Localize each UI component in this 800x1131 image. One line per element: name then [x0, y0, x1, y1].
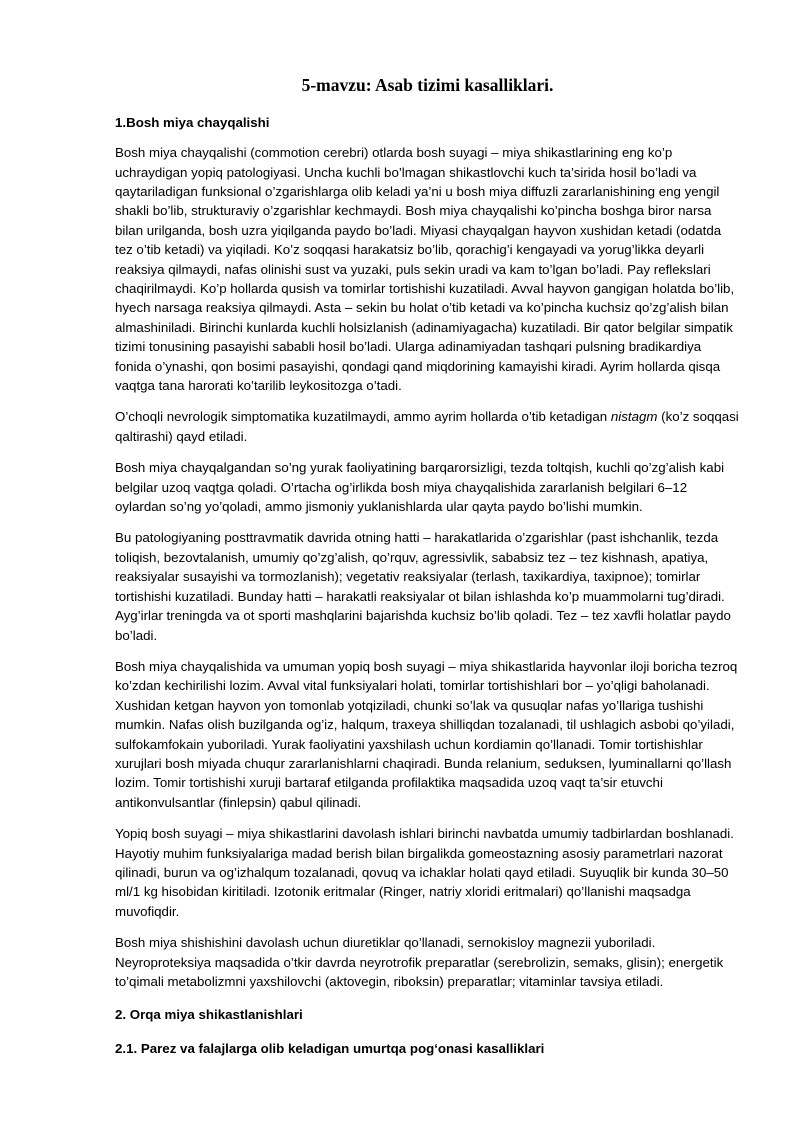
paragraph-nistagm: [115, 407, 740, 446]
section-2-heading: 2. Orqa miya shikastlanishlari: [115, 1007, 303, 1023]
section-1-heading: 1.Bosh miya chayqalishi: [115, 114, 270, 130]
paragraph-first-aid: Bosh miya chayqalishida va umuman yopiq bosh suyagi – miya shikastlarida hayvonlar iloji boricha tezroq ko’zdan kechirilishi lozim. Avval vital funksiyalari holati, tomirlar tortishishlari bor – yo’qligi baholanadi. Xushidan ketgan hayvon yon tomonlab yotqiziladi, chunki so’lak va qusuqlar nafas yo’llariga tushishi mumkin. Nafas olish buzilganda og’iz, halqum, traxeya shilliqdan tozalanadi, til ushlagich asbobi qo’yiladi, sulfokamfokain yuboriladi. Yurak faoliyatini yaxshilash uchun kordiamin qo’llanadi. Tomir tortishishlar xurujlari bosh miyada chuqur zararlanishlarni chaqiradi. Bunda relanium, seduksen, lyuminallarni qo’llash lozim. Tomir tortishishi xuruji bartaraf etilganda profilaktika maqsadida uzoq vaqt ta’sir etuvchi antikonvulsantlar (finlepsin) qabul qilinadi.: [115, 658, 738, 810]
document-title: 5-mavzu: Asab tizimi kasalliklari.: [301, 75, 554, 95]
paragraph-general-treatment: Yopiq bosh suyagi – miya shikastlarini davolash ishlari birinchi navbatda umumiy tadbirlardan boshlanadi. Hayotiy muhim funksiyalariga madad berish bilan birgalikda gomeostazning asosiy parametrlari nazorat qilinadi, burun va og’izhalqum tozalanadi, qovuq va ichaklar holati qayd etiladi. Suyuqlik bir kunda 30–50 ml/1 kg hisobidan kiritiladi. Izotonik eritmalar (Ringer, natriy xloridi eritmalari) qo’llanishi maqsadga muvofiqdir.: [115, 826, 734, 919]
paragraph-nistagm-term: nistagm: [610, 409, 658, 425]
paragraph-nistagm-before: O’choqli nevrologik simptomatika kuzatilmaydi, ammo ayrim hollarda o’tib ketadigan: [115, 409, 611, 425]
paragraph-nistagm-after: (ko’z soqqasi qaltirashi) qayd etiladi.: [115, 409, 739, 444]
section-2-1-subheading: 2.1. Parez va falajlarga olib keladigan umurtqa pog‘onasi kasalliklari: [115, 1040, 545, 1056]
paragraph-commotion-overview: Bosh miya chayqalishi (commotion cerebri) otlarda bosh suyagi – miya shikastlarining eng ko’p uchraydigan yopiq patologiyasi. Uncha kuchli bo’lmagan shikastlovchi kuch ta’sirida hosil bo’ladi va qaytariladigan funksional o’zgarishlarga olib keladi ya’ni u bosh miya diffuzli zararlanishining eng yengil shakli bo’lib, strukturaviy o’zgarishlar kechmaydi. Bosh miya chayqalishi ko’pincha boshga biror narsa bilan urilganda, bosh uzra yiqilganda paydo bo’ladi. Miyasi chayqalgan hayvon xushidan ketadi (odatda tez o’tib ketadi) va yiqiladi. Ko’z soqqasi harakatsiz bo’lib, qorachig’i kengayadi va yorug’likka deyarli reaksiya qilmaydi, nafas olinishi sust va yuzaki, puls sekin uradi va kam to’lgan bo’ladi. Pay reflekslari chaqirilmaydi. Ko’p hollarda qusish va tomirlar tortishishi kuzatiladi. Avval hayvon gangigan holatda bo’lib, hyech narsaga reaksiya qilmaydi. Asta – sekin bu holat o’tib ketadi va ko’pincha kuchsiz qo’zg’alish bilan almashiniladi. Birinchi kunlarda kuchli holsizlanish (adinamiyagacha) kuzatiladi. Bir qator belgilar simpatik tizimi tonusining pasayishi sababli hosil bo’ladi. Ularga adinamiyadan tashqari pulsning bradikardiya fonida o’ynashi, qon bosimi pasayishi, qondagi qand miqdorining kamayishi kiradi. Ayrim hollarda qisqa vaqtga tana harorati ko’tarilib leykositozga o’tadi.: [115, 145, 735, 394]
paragraph-aftereffects: Bosh miya chayqalgandan so’ng yurak faoliyatining barqarorsizligi, tezda toltqish, kuchli qo’zg’alish kabi belgilar uzoq vaqtga qoladi. O’rtacha og’irlikda bosh miya chayqalishida zararlanish belgilari 6–12 oylardan so’ng yo’qoladi, ammo jismoniy yuklanishlarda ular qayta paydo bo’lishi mumkin.: [115, 460, 725, 515]
paragraph-drug-therapy: Bosh miya shishishini davolash uchun diuretiklar qo’llanadi, sernokisloy magnezii yuboriladi. Neyroproteksiya maqsadida o’tkir davrda neyrotrofik preparatlar (serebrolizin, semaks, glisin); energetik to’qimali metabolizmni yaxshilovchi (aktovegin, riboksin) preparatlar; vitaminlar tavsiya etiladi.: [115, 935, 724, 989]
paragraph-posttraumatic-behavior: Bu patologiyaning posttravmatik davrida otning hatti – harakatlarida o’zgarishlar (past ishchanlik, tezda toliqish, bezovtalanish, umumiy qo’zg’alish, qo’rquv, agressivlik, sababsiz tez – tez kishnash, apatiya, reaksiyalar susayishi va tormozlanish); vegetativ reaksiyalar (terlash, taxikardiya, taxipnoe); tomirlar tortishishi kuzatiladi. Bunday hatti – harakatli reaksiyalar ot bilan ishlashda ko’p muammolarni tug’diradi. Ayg’irlar treningda va ot sporti mashqlarini bajarishda kuchsiz bo’lib qoladi. Tez – tez xavfli holatlar paydo bo’ladi.: [115, 530, 731, 643]
